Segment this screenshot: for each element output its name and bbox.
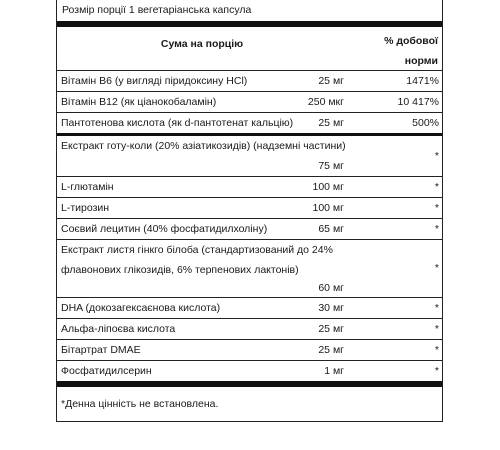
- nutrient-row: Альфа-ліпоєва кислота 25 мг *: [61, 323, 439, 335]
- nutrient-row: L-тирозин 100 мг *: [61, 202, 439, 214]
- footnote: *Денна цінність не встановлена.: [61, 398, 219, 410]
- nutrient-row: Соєвий лецитин (40% фосфатидилхоліну) 65 мг *: [61, 223, 439, 235]
- nutrient-row: Фосфатидилсерин 1 мг *: [61, 365, 439, 377]
- supplement-facts-panel: [56, 0, 443, 422]
- nutrient-row: Екстракт готу-коли (20% азіатикозидів) (надземні частини) 75 мг *: [61, 140, 439, 172]
- daily-value-header: % добової норми: [384, 35, 438, 67]
- nutrient-row: Екстракт листя гінкго білоба (стандартизований до 24% флавонових глікозидів, 6% терпенових лактонів) 60 мг *: [61, 244, 439, 294]
- nutrient-row: Вітамін B6 (у вигляді піридоксину HCl) 25 мг 1471%: [61, 75, 439, 87]
- nutrient-row: L-глютамін 100 мг *: [61, 181, 439, 193]
- nutrient-row: Вітамін B12 (як ціанокобаламін) 250 мкг 10 417%: [61, 96, 439, 108]
- thick-divider: [57, 381, 442, 387]
- serving-size: Розмір порції 1 вегетаріанська капсула: [62, 4, 252, 16]
- nutrient-row: DHA (докозагексаєнова кислота) 30 мг *: [61, 302, 439, 314]
- amount-per-serving-header: Сума на порцію: [160, 38, 244, 50]
- thick-divider: [57, 21, 442, 27]
- nutrient-row: Бітартрат DMAE 25 мг *: [61, 344, 439, 356]
- nutrient-row: Пантотенова кислота (як d-пантотенат кальцію) 25 мг 500%: [61, 117, 439, 129]
